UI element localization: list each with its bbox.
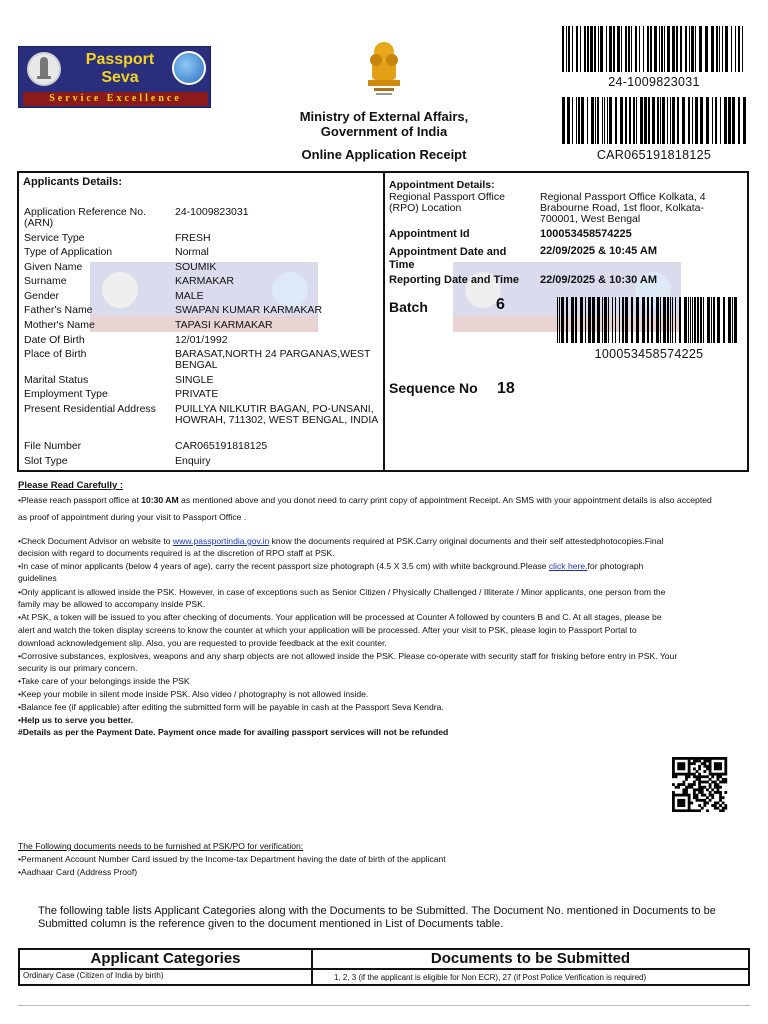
table-cell-category: Ordinary Case (Citizen of India by birth)	[23, 971, 164, 980]
instruction-advisor-line2: decision with regard to documents required is at the discretion of RPO staff at PSK.	[18, 548, 335, 558]
value-place-of-birth: BARASAT,NORTH 24 PARGANAS,WEST BENGAL	[175, 348, 371, 371]
file-number-barcode-number: CAR065191818125	[596, 148, 712, 162]
value-slot-type: Enquiry	[175, 455, 211, 467]
value-service-type: FRESH	[175, 232, 211, 244]
appointment-barcode	[557, 297, 741, 343]
label-marital-status: Marital Status	[24, 374, 89, 386]
value-marital-status: SINGLE	[175, 374, 214, 386]
value-appointment-id: 100053458574225	[540, 228, 632, 240]
instruction-minor-prefix: •In case of minor applicants (below 4 years of age), carry the recent passport size photograph (4.5 X 3.5 cm) with white background.Please	[18, 561, 549, 571]
label-sequence-no: Sequence No	[389, 380, 478, 396]
file-number-barcode	[562, 97, 746, 144]
instruction-minor-applicants	[18, 560, 753, 572]
value-gender: MALE	[175, 290, 204, 302]
instruction-corrosive: •Corrosive substances, explosives, weapons and any sharp objects are not allowed inside the PSK. Please co-operate with security staff for frisking before entry in PSK. Your	[18, 651, 678, 661]
instruction-minor-line2: guidelines	[18, 573, 57, 583]
label-appointment-id: Appointment Id	[389, 228, 470, 240]
value-file-number: CAR065191818125	[175, 440, 268, 452]
value-address: PUILLYA NILKUTIR BAGAN, PO-UNSANI, HOWRAH, 711302, WEST BENGAL, INDIA	[175, 403, 379, 426]
label-dob: Date Of Birth	[24, 334, 85, 346]
label-mother-name: Mother's Name	[24, 319, 95, 331]
document-item-pan: •Permanent Account Number Card issued by the Income-tax Department having the date of birth of the applicant	[18, 854, 446, 864]
label-employment-type: Employment Type	[24, 388, 108, 400]
label-application-type: Type of Application	[24, 246, 113, 258]
instruction-reach-line2: as proof of appointment during your visit to Passport Office .	[18, 512, 247, 522]
table-intro: The following table lists Applicant Categories along with the Documents to be Submitted. The Document No. mentioned in Documents to be Submitted column is the reference given to the document mentioned in List of Documents table.	[38, 905, 716, 930]
logo-tagline: Service Excellence	[23, 92, 208, 106]
instruction-help: •Help us to serve you better.	[18, 715, 134, 725]
instruction-belongings: •Take care of your belongings inside the PSK	[18, 676, 190, 686]
national-emblem-icon	[27, 52, 61, 86]
label-place-of-birth: Place of Birth	[24, 348, 87, 360]
instruction-mobile: •Keep your mobile in silent mode inside PSK. Also video / photography is not allowed inside.	[18, 689, 369, 699]
ministry-line1: Ministry of External Affairs,	[299, 109, 469, 124]
instruction-token: •At PSK, a token will be issued to you after checking of documents. Your application will be processed at Counter A followed by counters B and C. At all stages, please be	[18, 612, 662, 622]
label-arn: Application Reference No. (ARN)	[24, 206, 146, 229]
value-sequence-no: 18	[497, 380, 515, 397]
label-batch: Batch	[389, 299, 428, 315]
value-arn: 24-1009823031	[175, 206, 249, 218]
instruction-token-line2: alert and watch the token display screens to know the counter at which your application will be processed. After your visit to PSK, please login to Passport Portal to	[18, 625, 637, 635]
instruction-token-line3: download acknowledgement slip. Also, you are requested to provide feedback at the exit counter.	[18, 638, 387, 648]
table-header-documents: Documents to be Submitted	[430, 950, 631, 967]
label-appointment-datetime: Appointment Date and Time	[389, 246, 507, 271]
ashoka-emblem-icon	[362, 40, 406, 98]
instruction-reach-time: 10:30 AM	[141, 495, 179, 505]
label-surname: Surname	[24, 275, 67, 287]
footer-rule	[18, 1005, 750, 1006]
receipt-title: Online Application Receipt	[301, 147, 467, 162]
instructions-heading: Please Read Carefully :	[18, 480, 124, 491]
table-cell-documents: 1, 2, 3 (if the applicant is eligible for Non ECR), 27 (if Post Police Verification is required)	[334, 973, 647, 982]
value-surname: KARMAKAR	[175, 275, 234, 287]
value-dob: 12/01/1992	[175, 334, 228, 346]
value-employment-type: PRIVATE	[175, 388, 219, 400]
appointment-section-title: Appointment Details:	[389, 179, 495, 191]
documents-heading: The Following documents needs to be furnished at PSK/PO for verification:	[18, 841, 304, 851]
appointment-barcode-number: 100053458574225	[594, 347, 704, 361]
arn-barcode	[562, 26, 746, 72]
value-appointment-datetime: 22/09/2025 & 10:45 AM	[540, 245, 657, 257]
applicant-section-title: Applicants Details:	[23, 176, 123, 188]
value-rpo-location: Regional Passport Office Kolkata, 4 Brabourne Road, 1st floor, Kolkata-700001, West Bengal	[540, 191, 706, 225]
passport-seva-logo	[18, 46, 211, 108]
instruction-reach-office	[18, 494, 753, 506]
value-application-type: Normal	[175, 246, 209, 258]
details-divider	[383, 171, 385, 472]
logo-title-line1: Passport	[85, 51, 155, 68]
label-address: Present Residential Address	[24, 403, 156, 415]
instruction-corrosive-line2: security is our primary concern.	[18, 663, 138, 673]
label-rpo-location: Regional Passport Office (RPO) Location	[389, 191, 505, 214]
instruction-minor-suffix: for photograph	[587, 561, 644, 571]
label-gender: Gender	[24, 290, 60, 302]
logo-title	[75, 51, 165, 87]
value-reporting-datetime: 22/09/2025 & 10:30 AM	[540, 274, 657, 286]
value-father-name: SWAPAN KUMAR KARMAKAR	[175, 304, 323, 316]
categories-table	[18, 948, 750, 986]
table-header-divider	[20, 968, 748, 970]
instruction-document-advisor	[18, 535, 753, 547]
label-service-type: Service Type	[24, 232, 85, 244]
instruction-payment-note: #Details as per the Payment Date. Payment once made for availing passport services will not be refunded	[18, 727, 449, 737]
label-father-name: Father's Name	[24, 304, 93, 316]
passport-india-link[interactable]: www.passportindia.gov.in	[172, 536, 270, 546]
logo-title-line2: Seva	[101, 69, 139, 86]
ministry-heading	[270, 109, 498, 139]
globe-icon	[172, 51, 206, 85]
photo-guidelines-link[interactable]: click here.	[548, 561, 588, 571]
label-file-number: File Number	[24, 440, 82, 452]
instruction-only-applicant: •Only applicant is allowed inside the PSK. However, in case of exceptions such as Senior Citizen / Physically Challenged / Illiterate / Minor applicants, one person from the	[18, 587, 666, 597]
value-mother-name: TAPASI KARMAKAR	[175, 319, 273, 331]
instruction-balance-fee: •Balance fee (if applicable) after editing the submitted form will be payable in cash at the Passport Seva Kendra.	[18, 702, 444, 712]
document-item-aadhaar: •Aadhaar Card (Address Proof)	[18, 867, 138, 877]
instruction-only-applicant-line2: family may be allowed to accompany inside PSK.	[18, 599, 206, 609]
label-given-name: Given Name	[24, 261, 83, 273]
label-slot-type: Slot Type	[24, 455, 68, 467]
table-header-categories: Applicant Categories	[90, 950, 241, 967]
instruction-reach-prefix: •Please reach passport office at	[18, 495, 142, 505]
ministry-line2: Government of India	[320, 124, 448, 139]
label-reporting-datetime: Reporting Date and Time	[389, 274, 519, 286]
instruction-advisor-prefix: •Check Document Advisor on website to	[18, 536, 173, 546]
instruction-advisor-suffix: know the documents required at PSK.Carry original documents and their self attestedphotocopies.Final	[269, 536, 664, 546]
qr-code	[672, 757, 730, 812]
instruction-reach-suffix: as mentioned above and you donot need to carry print copy of appointment Receipt. An SMS with your appointment details is also accepted	[178, 495, 712, 505]
arn-barcode-number: 24-1009823031	[608, 75, 700, 89]
value-given-name: SOUMIK	[175, 261, 217, 273]
value-batch: 6	[496, 296, 505, 313]
